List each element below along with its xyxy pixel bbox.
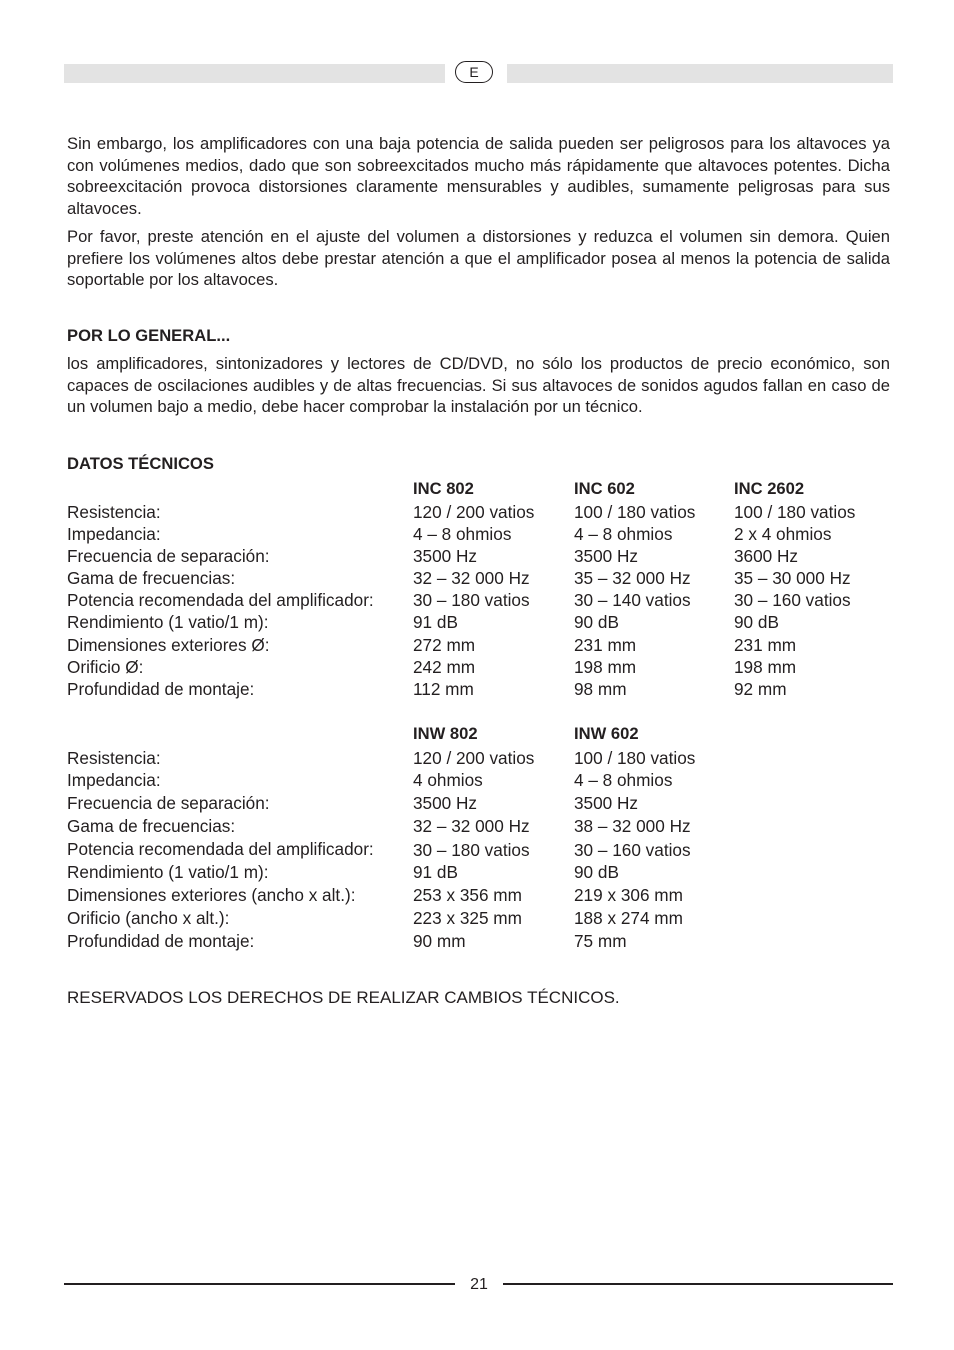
spec-value: 3500 Hz — [574, 546, 639, 566]
model-header: INW 802 — [413, 724, 478, 743]
spec-value: 4 ohmios — [413, 770, 483, 790]
spec-value: 38 – 32 000 Hz — [574, 816, 691, 836]
table-row — [67, 747, 890, 769]
technical-changes-notice: RESERVADOS LOS DERECHOS DE REALIZAR CAMBIOS TÉCNICOS. — [67, 988, 620, 1007]
spec-label: Profundidad de montaje: — [67, 679, 255, 699]
spec-value: 90 dB — [574, 862, 619, 882]
spec-value: 30 – 180 vatios — [413, 590, 530, 610]
table-row — [67, 907, 890, 929]
table-row — [67, 769, 890, 791]
intro-paragraph-1: Sin embargo, los amplificadores con una baja potencia de salida pueden ser peligrosos para los altavoces ya con volúmenes medios, dado que son sobreexcitados mucho más rápidamente que altavoces potentes. Dicha sobreexcitación provoca distorsiones claramente mensurables y audibles, sumamente peligrosas para sus altavoces. — [67, 134, 890, 219]
table-row — [67, 545, 890, 567]
table-header-row — [67, 723, 890, 745]
table-row — [67, 815, 890, 837]
intro-section — [67, 133, 890, 291]
table-row — [67, 611, 890, 633]
spec-value: 3500 Hz — [574, 793, 639, 813]
spec-value: 32 – 32 000 Hz — [413, 568, 530, 588]
spec-label: Rendimiento (1 vatio/1 m): — [67, 862, 269, 882]
spec-value: 188 x 274 mm — [574, 908, 683, 928]
spec-value: 75 mm — [574, 931, 627, 951]
spec-value: 30 – 180 vatios — [413, 840, 530, 860]
spec-value: 30 – 140 vatios — [574, 590, 691, 610]
spec-value: 112 mm — [413, 679, 474, 699]
spec-label: Resistencia: — [67, 748, 161, 768]
spec-value: 120 / 200 vatios — [413, 748, 535, 768]
spec-value: 91 dB — [413, 612, 458, 632]
spec-label: Gama de frecuencias: — [67, 568, 236, 588]
spec-value: 35 – 32 000 Hz — [574, 568, 691, 588]
spec-label: Dimensiones exteriores (ancho x alt.): — [67, 885, 356, 905]
table-header-row — [67, 478, 890, 500]
spec-label: Gama de frecuencias: — [67, 816, 236, 836]
spec-value: 32 – 32 000 Hz — [413, 816, 530, 836]
spec-value: 30 – 160 vatios — [574, 840, 691, 860]
spec-value: 30 – 160 vatios — [734, 590, 851, 610]
spec-value: 231 mm — [574, 635, 637, 655]
spec-value: 223 x 325 mm — [413, 908, 522, 928]
table-row — [67, 567, 890, 589]
specs-heading: DATOS TÉCNICOS — [67, 454, 214, 473]
spec-value: 3500 Hz — [413, 793, 478, 813]
spec-label: Frecuencia de separación: — [67, 546, 270, 566]
spec-value: 100 / 180 vatios — [574, 748, 696, 768]
model-header: INC 802 — [413, 479, 474, 498]
spec-label: Frecuencia de separación: — [67, 793, 270, 813]
spec-value: 4 – 8 ohmios — [574, 524, 673, 544]
spec-value: 231 mm — [734, 635, 797, 655]
spec-value: 120 / 200 vatios — [413, 502, 535, 522]
intro-paragraph-2: Por favor, preste atención en el ajuste del volumen a distorsiones y reduzca el volumen sin demora. Quien prefiere los volúmenes altos debe prestar atención a que el amplificador posea al menos la potencia de salida soportable por los altavoces. — [67, 226, 890, 290]
table-row — [67, 930, 890, 952]
general-section — [67, 326, 890, 418]
spec-value: 2 x 4 ohmios — [734, 524, 832, 544]
table-row — [67, 589, 890, 611]
spec-label: Rendimiento (1 vatio/1 m): — [67, 612, 269, 632]
table-row — [67, 501, 890, 523]
spec-value: 91 dB — [413, 862, 458, 882]
spec-value: 90 mm — [413, 931, 466, 951]
table-row — [67, 523, 890, 545]
language-badge — [445, 60, 507, 88]
spec-label: Resistencia: — [67, 502, 161, 522]
spec-label: Orificio (ancho x alt.): — [67, 908, 230, 928]
spec-value: 98 mm — [574, 679, 627, 699]
spec-value: 35 – 30 000 Hz — [734, 568, 851, 588]
spec-label: Impedancia: — [67, 770, 161, 790]
table-row — [67, 634, 890, 656]
spec-value: 100 / 180 vatios — [574, 502, 696, 522]
spec-value: 90 dB — [574, 612, 619, 632]
spec-label: Orificio Ø: — [67, 657, 144, 677]
table-row — [67, 678, 890, 700]
language-label: E — [455, 61, 493, 83]
footer-rule-left — [64, 1283, 455, 1285]
model-header: INC 2602 — [734, 479, 805, 498]
spec-value: 100 / 180 vatios — [734, 502, 856, 522]
spec-value: 92 mm — [734, 679, 787, 699]
general-heading: POR LO GENERAL... — [67, 326, 231, 345]
spec-value: 4 – 8 ohmios — [413, 524, 512, 544]
spec-value: 3600 Hz — [734, 546, 799, 566]
table-row — [67, 838, 890, 860]
spec-label: Potencia recomendada del amplificador: — [67, 839, 374, 859]
spec-label: Profundidad de montaje: — [67, 931, 255, 951]
table-row — [67, 861, 890, 883]
specs-heading-wrap — [67, 454, 890, 474]
spec-value: 90 dB — [734, 612, 779, 632]
table-row — [67, 792, 890, 814]
table-row — [67, 656, 890, 678]
spec-label: Impedancia: — [67, 524, 161, 544]
page-number: 21 — [470, 1276, 488, 1293]
spec-value: 198 mm — [574, 657, 637, 677]
table-row — [67, 884, 890, 906]
spec-value: 219 x 306 mm — [574, 885, 683, 905]
model-header: INW 602 — [574, 724, 639, 743]
spec-value: 272 mm — [413, 635, 476, 655]
spec-label: Potencia recomendada del amplificador: — [67, 590, 374, 610]
spec-value: 253 x 356 mm — [413, 885, 522, 905]
spec-label: Dimensiones exteriores Ø: — [67, 635, 270, 655]
general-text: los amplificadores, sintonizadores y lectores de CD/DVD, no sólo los productos de precio económico, son capaces de oscilaciones audibles y de altas frecuencias. Si sus altavoces de sonidos agudos fallan en caso de un volumen bajo a medio, debe hacer comprobar la instalación por un técnico. — [67, 354, 890, 417]
spec-value: 4 – 8 ohmios — [574, 770, 673, 790]
spec-value: 242 mm — [413, 657, 476, 677]
footer-rule-right — [503, 1283, 893, 1285]
spec-value: 3500 Hz — [413, 546, 478, 566]
spec-value: 198 mm — [734, 657, 797, 677]
model-header: INC 602 — [574, 479, 635, 498]
